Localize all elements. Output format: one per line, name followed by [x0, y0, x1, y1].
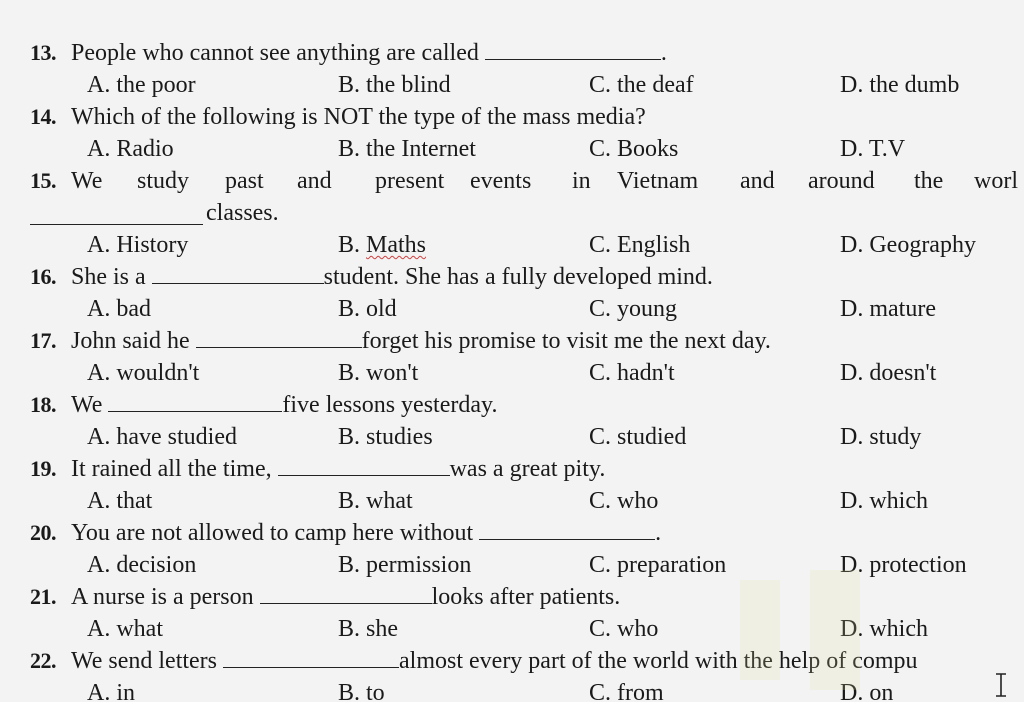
answer-blank [479, 521, 655, 540]
option-c: C. English [589, 232, 691, 258]
option-a: A. wouldn't [87, 360, 200, 386]
stem-word: worl [974, 168, 1018, 194]
answer-blank [223, 649, 399, 668]
option-d: D. which [840, 488, 928, 514]
option-c: C. preparation [589, 552, 727, 578]
option-d: D. on [840, 680, 894, 702]
option-b: B. she [338, 616, 398, 642]
answer-blank [485, 41, 661, 60]
stem-word: study [137, 168, 190, 194]
options-17 [0, 360, 1024, 392]
text-cursor-icon [994, 672, 1008, 698]
question-16 [0, 264, 1024, 296]
question-18 [0, 392, 1024, 424]
option-b: B. Maths [338, 232, 427, 258]
option-b: B. to [338, 680, 385, 702]
stem-word: around [808, 168, 875, 194]
question-number: 14. [30, 104, 56, 129]
question-stem: People who cannot see anything are called . [71, 40, 667, 66]
option-a: A. that [87, 488, 153, 514]
stem-word: events [470, 168, 532, 194]
stem-word: past [225, 168, 264, 194]
question-stem: She is a student. She has a fully developed mind. [71, 264, 713, 290]
question-17 [0, 328, 1024, 360]
option-d: D. Geography [840, 232, 976, 258]
watermark-shape [720, 560, 880, 702]
question-stem: Which of the following is NOT the type of the mass media? [71, 104, 646, 130]
option-b: B. won't [338, 360, 419, 386]
question-number: 22. [30, 648, 56, 673]
option-b: B. permission [338, 552, 472, 578]
option-b: B. studies [338, 424, 433, 450]
option-d: D. protection [840, 552, 967, 578]
option-b: B. old [338, 296, 397, 322]
stem-word: and [297, 168, 332, 194]
stem-word: Vietnam [617, 168, 699, 194]
question-stem: It rained all the time, was a great pity. [71, 456, 606, 482]
option-a: A. the poor [87, 72, 196, 98]
options-14 [0, 136, 1024, 168]
options-19 [0, 488, 1024, 520]
option-c: C. who [589, 616, 659, 642]
option-a: A. bad [87, 296, 151, 322]
stem-word: the [914, 168, 944, 194]
stem-word: and [740, 168, 775, 194]
stem-word: present [375, 168, 445, 194]
stem-word: in [572, 168, 591, 194]
question-number: 19. [30, 456, 56, 481]
options-13 [0, 72, 1024, 104]
option-a: A. History [87, 232, 189, 258]
option-c: C. Books [589, 136, 679, 162]
options-16 [0, 296, 1024, 328]
stem-word: We [71, 168, 103, 194]
option-d: D. doesn't [840, 360, 937, 386]
question-14 [0, 104, 1024, 136]
question-15 [0, 168, 1024, 200]
options-18 [0, 424, 1024, 456]
option-c: C. studied [589, 424, 687, 450]
question-number: 21. [30, 584, 56, 609]
question-number: 13. [30, 40, 56, 65]
question-number: 20. [30, 520, 56, 545]
option-c: C. hadn't [589, 360, 675, 386]
option-d: D. mature [840, 296, 936, 322]
option-d: D. which [840, 616, 928, 642]
option-a: A. in [87, 680, 135, 702]
question-stem: A nurse is a person looks after patients. [71, 584, 621, 610]
answer-blank [30, 206, 203, 225]
answer-blank [196, 329, 362, 348]
question-13 [0, 40, 1024, 72]
option-b: B. the Internet [338, 136, 476, 162]
answer-blank [260, 585, 432, 604]
option-a: A. what [87, 616, 163, 642]
option-d: D. the dumb [840, 72, 960, 98]
option-c: C. from [589, 680, 664, 702]
option-c: C. who [589, 488, 659, 514]
question-stem: classes. [206, 200, 279, 226]
answer-blank [152, 265, 324, 284]
question-20 [0, 520, 1024, 552]
question-number: 16. [30, 264, 56, 289]
question-stem: John said he forget his promise to visit me the next day. [71, 328, 771, 354]
option-d: D. study [840, 424, 922, 450]
answer-blank [108, 393, 282, 412]
question-15-continued [0, 200, 1024, 232]
option-c: C. young [589, 296, 678, 322]
question-stem: We five lessons yesterday. [71, 392, 498, 418]
spellcheck-word: Maths [366, 232, 427, 258]
option-a: A. decision [87, 552, 197, 578]
option-d: D. T.V [840, 136, 906, 162]
option-a: A. have studied [87, 424, 237, 450]
option-a: A. Radio [87, 136, 174, 162]
question-19 [0, 456, 1024, 488]
options-15 [0, 232, 1024, 264]
question-number: 17. [30, 328, 56, 353]
question-stem: We send letters almost every part of the world with the help of compu [71, 648, 918, 674]
question-number: 15. [30, 168, 56, 193]
question-stem: You are not allowed to camp here without . [71, 520, 662, 546]
option-b: B. what [338, 488, 413, 514]
answer-blank [278, 457, 450, 476]
option-c: C. the deaf [589, 72, 694, 98]
question-number: 18. [30, 392, 56, 417]
option-b: B. the blind [338, 72, 451, 98]
